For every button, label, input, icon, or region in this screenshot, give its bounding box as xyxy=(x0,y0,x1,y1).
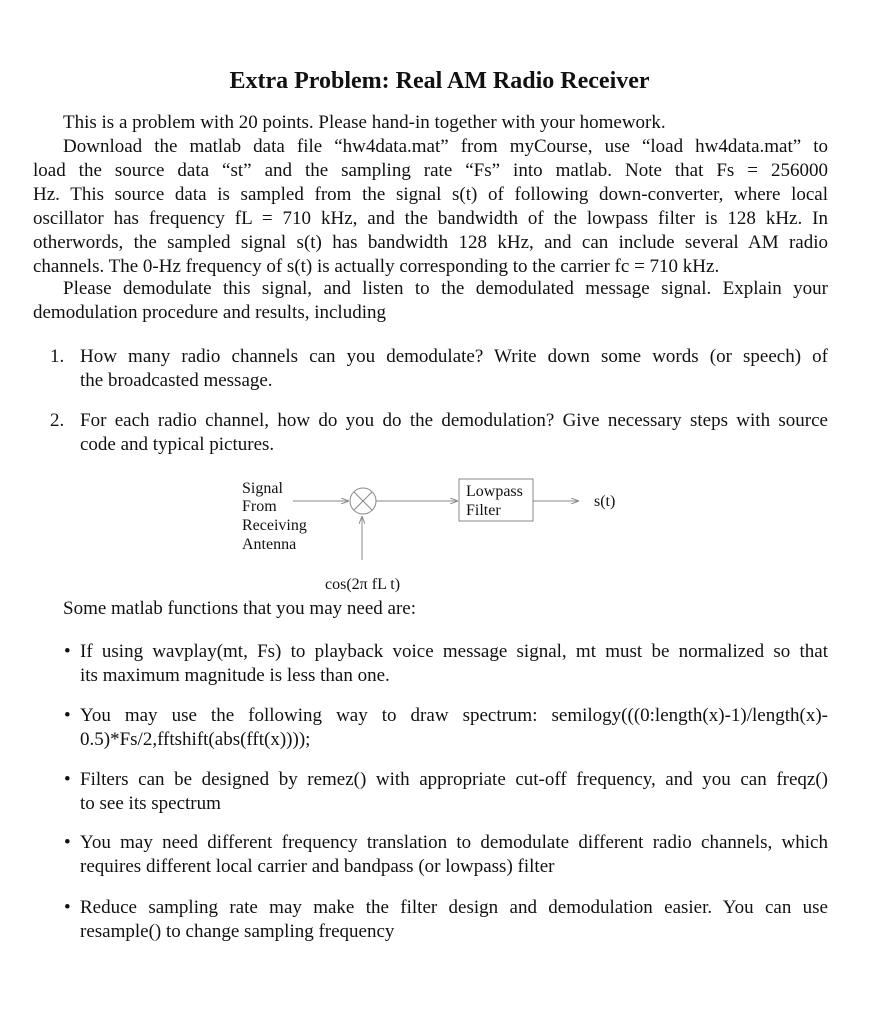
bullet-line: You may need different frequency translation to demodulate different radio channels, which xyxy=(80,832,828,853)
question-number: 1. xyxy=(50,346,65,367)
bullet-line: requires different local carrier and bandpass (or lowpass) filter xyxy=(80,856,555,877)
para2-line: channels. The 0-Hz frequency of s(t) is actually corresponding to the carrier fc = 710 kHz. xyxy=(33,256,720,277)
bullet-line: Filters can be designed by remez() with appropriate cut-off frequency, and you can freqz() xyxy=(80,769,828,790)
input-label: Receiving xyxy=(242,517,307,534)
para3-line: demodulation procedure and results, including xyxy=(33,302,386,323)
para3-line: Please demodulate this signal, and listen to the demodulated message signal. Explain your xyxy=(63,278,828,299)
down-converter-diagram xyxy=(230,470,630,600)
question-line: the broadcasted message. xyxy=(80,370,273,391)
functions-intro: Some matlab functions that you may need are: xyxy=(63,598,416,619)
filter-label: Lowpass xyxy=(466,483,523,500)
para2-line: Download the matlab data file “hw4data.mat” from myCourse, use “load hw4data.mat” to xyxy=(63,136,828,157)
bullet-icon: • xyxy=(64,769,71,790)
input-label: Antenna xyxy=(242,536,297,553)
output-label: s(t) xyxy=(594,493,616,510)
para2-line: otherwords, the sampled signal s(t) has bandwidth 128 kHz, and can include several AM radio xyxy=(33,232,828,253)
para2-line: oscillator has frequency fL = 710 kHz, and the bandwidth of the lowpass filter is 128 kHz. In xyxy=(33,208,828,229)
question-line: How many radio channels can you demodulate? Write down some words (or speech) of xyxy=(80,346,828,367)
bullet-line: resample() to change sampling frequency xyxy=(80,921,395,942)
bullet-line: its maximum magnitude is less than one. xyxy=(80,665,390,686)
question-line: code and typical pictures. xyxy=(80,434,275,455)
bullet-line: You may use the following way to draw spectrum: semilogy(((0:length(x)-1)/length(x)- xyxy=(80,705,828,726)
bullet-icon: • xyxy=(64,832,71,853)
bullet-line: Reduce sampling rate may make the filter design and demodulation easier. You can use xyxy=(80,897,828,918)
bullet-icon: • xyxy=(64,705,71,726)
para2-line: load the source data “st” and the sampling rate “Fs” into matlab. Note that Fs = 256000 xyxy=(33,160,828,181)
input-label: Signal xyxy=(242,480,283,497)
intro-text: This is a problem with 20 points. Please hand-in together with your homework. xyxy=(63,112,666,133)
bullet-line: to see its spectrum xyxy=(80,793,221,814)
oscillator-label: cos(2π fL t) xyxy=(325,576,401,593)
question-number: 2. xyxy=(50,410,65,431)
para2-line: Hz. This source data is sampled from the signal s(t) of following down-converter, where local xyxy=(33,184,828,205)
bullet-line: If using wavplay(mt, Fs) to playback voice message signal, mt must be normalized so that xyxy=(80,641,828,662)
bullet-line: 0.5)*Fs/2,fftshift(abs(fft(x)))); xyxy=(80,729,311,750)
page-title: Extra Problem: Real AM Radio Receiver xyxy=(229,68,650,94)
question-line: For each radio channel, how do you do the demodulation? Give necessary steps with source xyxy=(80,410,828,431)
bullet-icon: • xyxy=(64,897,71,918)
mixer-icon xyxy=(350,488,376,514)
bullet-icon: • xyxy=(64,641,71,662)
input-label: From xyxy=(242,498,277,515)
filter-label: Filter xyxy=(466,502,501,519)
